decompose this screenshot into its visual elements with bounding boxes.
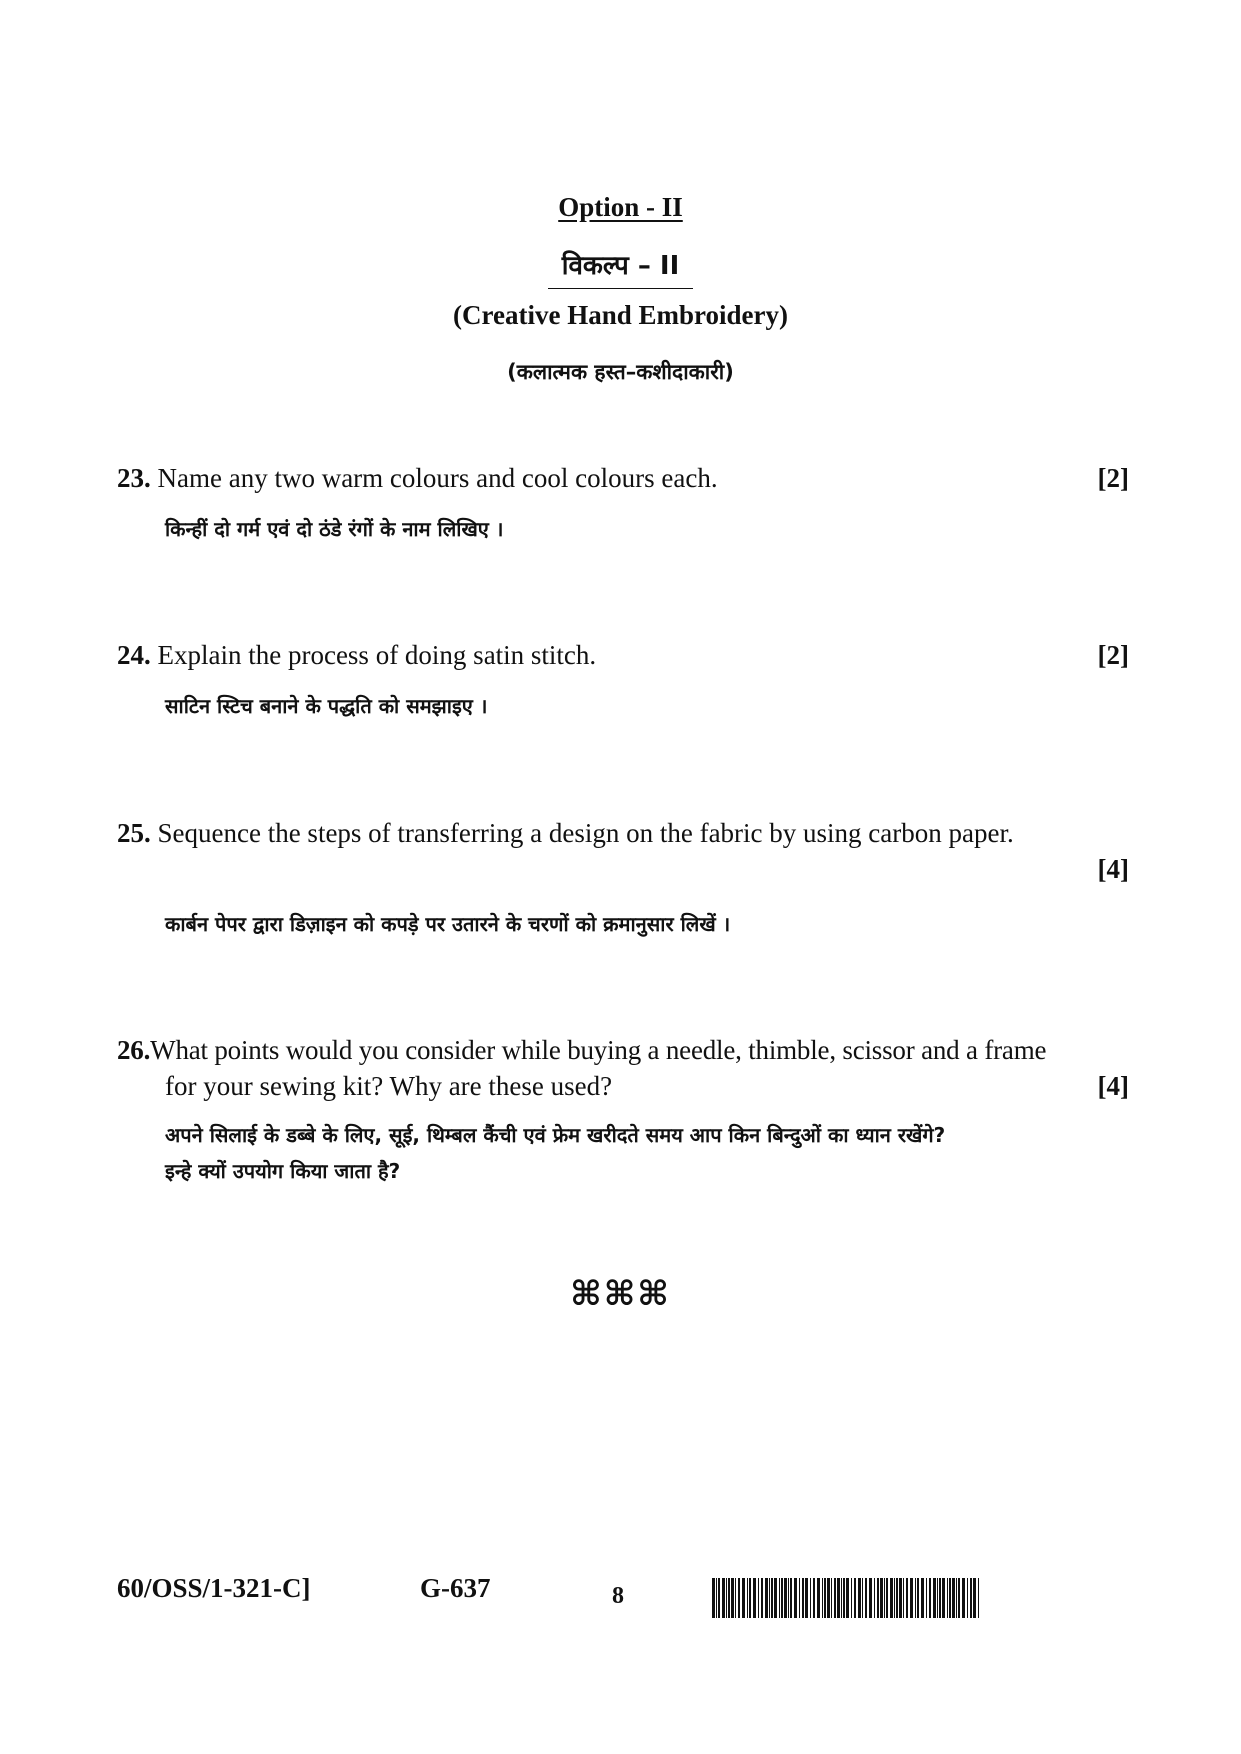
question-marks: [2] <box>1097 463 1129 493</box>
question-text-line2: for your sewing kit? Why are these used? <box>165 1071 613 1101</box>
question-text-line1: What points would you consider while buying a needle, thimble, scissor and a frame <box>150 1035 1047 1065</box>
question-hindi: कार्बन पेपर द्वारा डिज़ाइन को कपड़े पर उतारने के चरणों को क्रमानुसार लिखें । <box>165 912 731 936</box>
question-hindi-line1: अपने सिलाई के डब्बे के लिए, सूई, थिम्बल कैंची एवं फ्रेम खरीदते समय आप किन बिन्दुओं का ध्यान रखेंगे? <box>165 1123 946 1147</box>
question-text: Explain the process of doing satin stitch. <box>157 640 597 670</box>
question-24 <box>117 637 1129 723</box>
section-title: (Creative Hand Embroidery) <box>453 300 788 330</box>
question-number: 23. <box>117 463 151 493</box>
vikalp-heading: विकल्प – II <box>0 246 1241 289</box>
question-25 <box>117 815 1129 941</box>
question-number: 24. <box>117 640 151 670</box>
question-hindi: किन्हीं दो गर्म एवं दो ठंडे रंगों के नाम लिखिए । <box>165 517 504 541</box>
question-26 <box>117 1032 1129 1188</box>
paper-code: 60/OSS/1-321-C] <box>117 1573 311 1603</box>
option-heading: Option - II <box>558 192 683 222</box>
question-marks: [4] <box>1097 1071 1129 1101</box>
question-number: 26. <box>117 1035 151 1065</box>
question-hindi: साटिन स्टिच बनाने के पद्धति को समझाइए । <box>165 694 488 718</box>
question-marks: [4] <box>1097 854 1129 884</box>
question-text: Sequence the steps of transferring a design on the fabric by using carbon paper. <box>157 818 1014 848</box>
question-marks: [2] <box>1097 640 1129 670</box>
barcode-image <box>712 1578 982 1618</box>
question-23 <box>117 460 1129 546</box>
question-hindi-line2: इन्हे क्यों उपयोग किया जाता है? <box>165 1159 401 1183</box>
paper-series: G-637 <box>420 1573 491 1603</box>
page-number: 8 <box>612 1583 624 1609</box>
question-text: Name any two warm colours and cool colours each. <box>157 463 718 493</box>
end-ornament: ⌘⌘⌘ <box>570 1274 671 1314</box>
question-number: 25. <box>117 818 151 848</box>
section-title-hindi: (कलात्मक हस्त–कशीदाकारी) <box>507 360 734 384</box>
